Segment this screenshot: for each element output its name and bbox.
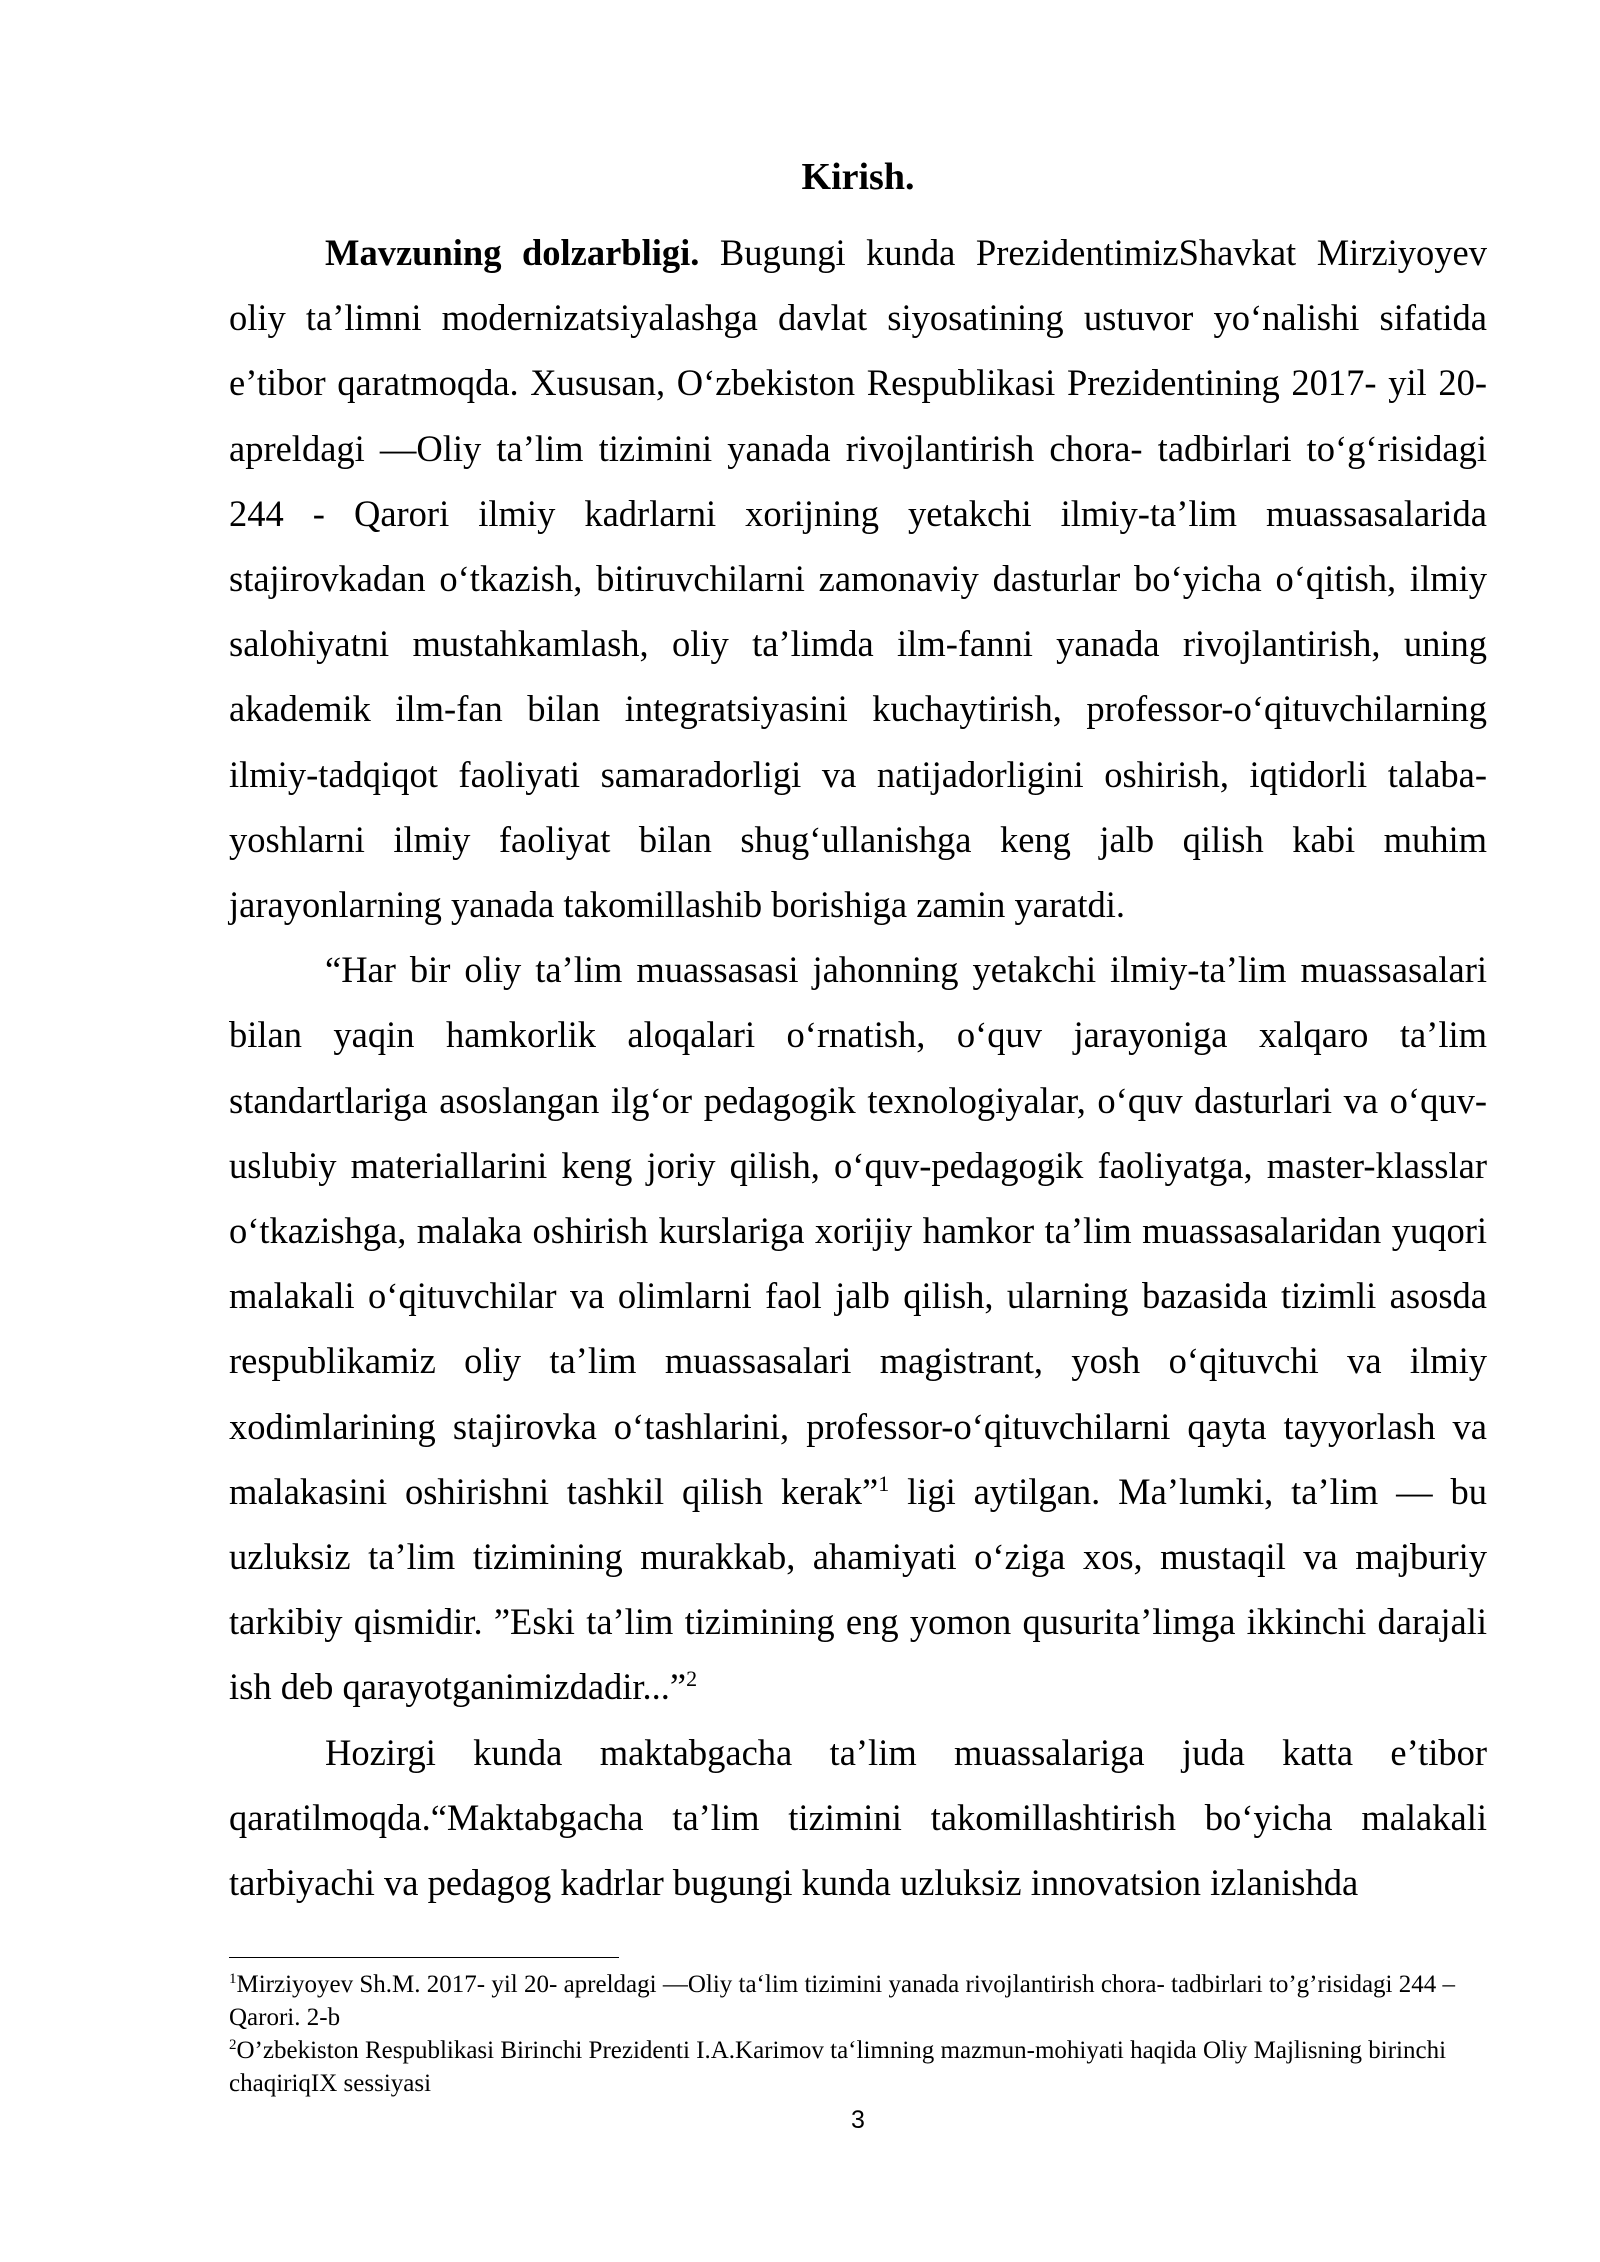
footnote-text: Mirziyoyev Sh.M. 2017- yil 20- apreldagi ―Oliy ta‘lim tizimini yanada rivojlantirish chora- tadbirlari to’g’risidagi 244 – Qarori. 2-b bbox=[229, 1971, 1455, 2031]
paragraph-text: “Har bir oliy ta’lim muassasasi jahonning yetakchi ilmiy-ta’lim muassasalari bilan yaqin hamkorlik aloqalari o‘rnatish, o‘quv jarayoniga xalqaro ta’lim standartlariga asoslangan ilg‘or pedagogik texnologiyalar, o‘quv dasturlari va o‘quv-uslubiy materiallarini keng joriy qilish, o‘quv-pedagogik faoliyatga, master-klasslar o‘tkazishga, malaka oshirish kurslariga xorijiy hamkor ta’lim muassasalaridan yuqori malakali o‘qituvchilar va olimlarni faol jalb qilish, ularning bazasida tizimli asosda respublikamiz oliy ta’lim muassasalari magistrant, yosh o‘qituvchi va ilmiy xodimlarining stajirovka o‘tashlarini, professor-o‘qituvchilarni qayta tayyorlash va malakasini oshirishni tashkil qilish kerak” bbox=[229, 949, 1487, 1512]
footnote-text: O’zbekiston Respublikasi Birinchi Prezidenti I.A.Karimov ta‘limning mazmun-mohiyati haqida Oliy Majlisning birinchi chaqiriqIX sessiyasi bbox=[229, 2037, 1447, 2097]
paragraph-quote bbox=[229, 937, 1487, 1719]
paragraph-preschool bbox=[229, 1720, 1487, 1916]
section-heading: Kirish. bbox=[801, 156, 915, 198]
paragraph-relevance bbox=[229, 220, 1487, 937]
footnotes bbox=[229, 1968, 1491, 2100]
footnote-reference-2[interactable]: 2 bbox=[686, 1666, 698, 1692]
footnote-reference-1[interactable]: 1 bbox=[878, 1470, 890, 1496]
page-number: 3 bbox=[851, 2106, 865, 2134]
footnote-marker: 1 bbox=[229, 1971, 237, 1987]
paragraph-text: ligi aytilgan. Ma’lumki, ta’lim — bu uzluksiz ta’lim tizimining murakkab, ahamiyati o‘ziga xos, mustaqil va majburiy tarkibiy qismidir. ”Eski ta’lim tizimining eng yomon qusurita’limga ikkinchi darajali ish deb qarayotganimizdadir...” bbox=[229, 1470, 1487, 1708]
footnote-2 bbox=[229, 2034, 1491, 2100]
body-text bbox=[229, 220, 1487, 1915]
footnote-1 bbox=[229, 1968, 1491, 2034]
footnote-marker: 2 bbox=[229, 2037, 237, 2053]
paragraph-text: Hozirgi kunda maktabgacha ta’lim muassalariga juda katta e’tibor qaratilmoqda.“Maktabgacha ta’lim tizimini takomillashtirish bo‘yicha malakali tarbiyachi va pedagog kadrlar bugungi kunda uzluksiz innovatsion izlanishda bbox=[229, 1731, 1487, 1904]
footnote-separator bbox=[229, 1957, 619, 1958]
paragraph-text: Bugungi kunda PrezidentimizShavkat Mirziyoyev oliy ta’limni modernizatsiyalashga davlat siyosatining ustuvor yo‘nalishi sifatida e’tibor qaratmoqda. Xususan, O‘zbekiston Respublikasi Prezidentining 2017- yil 20- apreldagi ―Oliy ta’lim tizimini yanada rivojlantirish chora- tadbirlari to‘g‘risidagi 244 - Qarori ilmiy kadrlarni xorijning yetakchi ilmiy-ta’lim muassasalarida stajirovkadan o‘tkazish, bitiruvchilarni zamonaviy dasturlar bo‘yicha o‘qitish, ilmiy salohiyatni mustahkamlash, oliy ta’limda ilm-fanni yanada rivojlantirish, uning akademik ilm-fan bilan integratsiyasini kuchaytirish, professor-o‘qituvchilarning ilmiy-tadqiqot faoliyati samaradorligi va natijadorligini oshirish, iqtidorli talaba-yoshlarni ilmiy faoliyat bilan shug‘ullanishga keng jalb qilish kabi muhim jarayonlarning yanada takomillashib borishiga zamin yaratdi. bbox=[229, 232, 1487, 926]
paragraph-lead: Mavzuning dolzarbligi. bbox=[325, 232, 700, 273]
